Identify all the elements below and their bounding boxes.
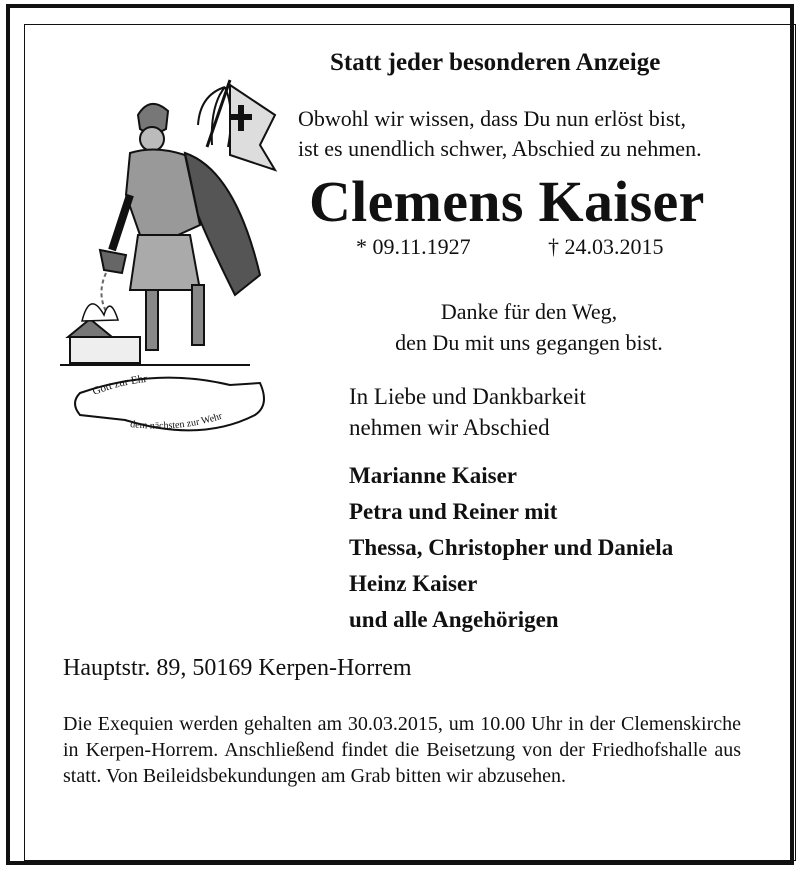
emblem-motto-bottom: dem nächsten zur Wehr bbox=[129, 410, 224, 432]
farewell-line-1: In Liebe und Dankbarkeit bbox=[349, 384, 586, 409]
intro-quote bbox=[298, 104, 702, 164]
birth-date: * 09.11.1927 bbox=[356, 234, 471, 259]
family-address: Hauptstr. 89, 50169 Kerpen-Horrem bbox=[63, 655, 412, 681]
mourner-name: Thessa, Christopher und Daniela bbox=[349, 535, 674, 560]
saint-florian-fire-brigade-emblem-icon bbox=[60, 75, 290, 443]
intro-line-1: Obwohl wir wissen, dass Du nun erlöst bist, bbox=[298, 106, 687, 131]
thanks-line-2: den Du mit uns gegangen bist. bbox=[395, 330, 663, 355]
mourner-name: Heinz Kaiser bbox=[349, 571, 478, 596]
emblem-motto-top: Gott zur Ehr bbox=[90, 372, 148, 398]
thanks-line-1: Danke für den Weg, bbox=[440, 299, 618, 324]
mourner-name: Marianne Kaiser bbox=[349, 463, 517, 488]
deceased-name: Clemens Kaiser bbox=[309, 169, 705, 234]
intro-line-2: ist es unendlich schwer, Abschied zu nehmen. bbox=[298, 136, 702, 161]
notice-header: Statt jeder besonderen Anzeige bbox=[330, 49, 661, 76]
funeral-details: Die Exequien werden gehalten am 30.03.2015, um 10.00 Uhr in der Clemenskirche in Kerpen-Horrem. Anschließend findet die Beisetzung von der Friedhofshalle aus statt. Von Beileidsbekundungen am Grab bitten wir abzusehen. bbox=[63, 713, 741, 787]
thanks-verse bbox=[350, 296, 708, 358]
farewell-line-2: nehmen wir Abschied bbox=[349, 415, 550, 440]
mourner-name: und alle Angehörigen bbox=[349, 607, 559, 632]
mourners-list bbox=[349, 458, 673, 638]
farewell-text bbox=[349, 381, 586, 443]
mourner-name: Petra und Reiner mit bbox=[349, 499, 558, 524]
death-date: † 24.03.2015 bbox=[548, 234, 664, 259]
